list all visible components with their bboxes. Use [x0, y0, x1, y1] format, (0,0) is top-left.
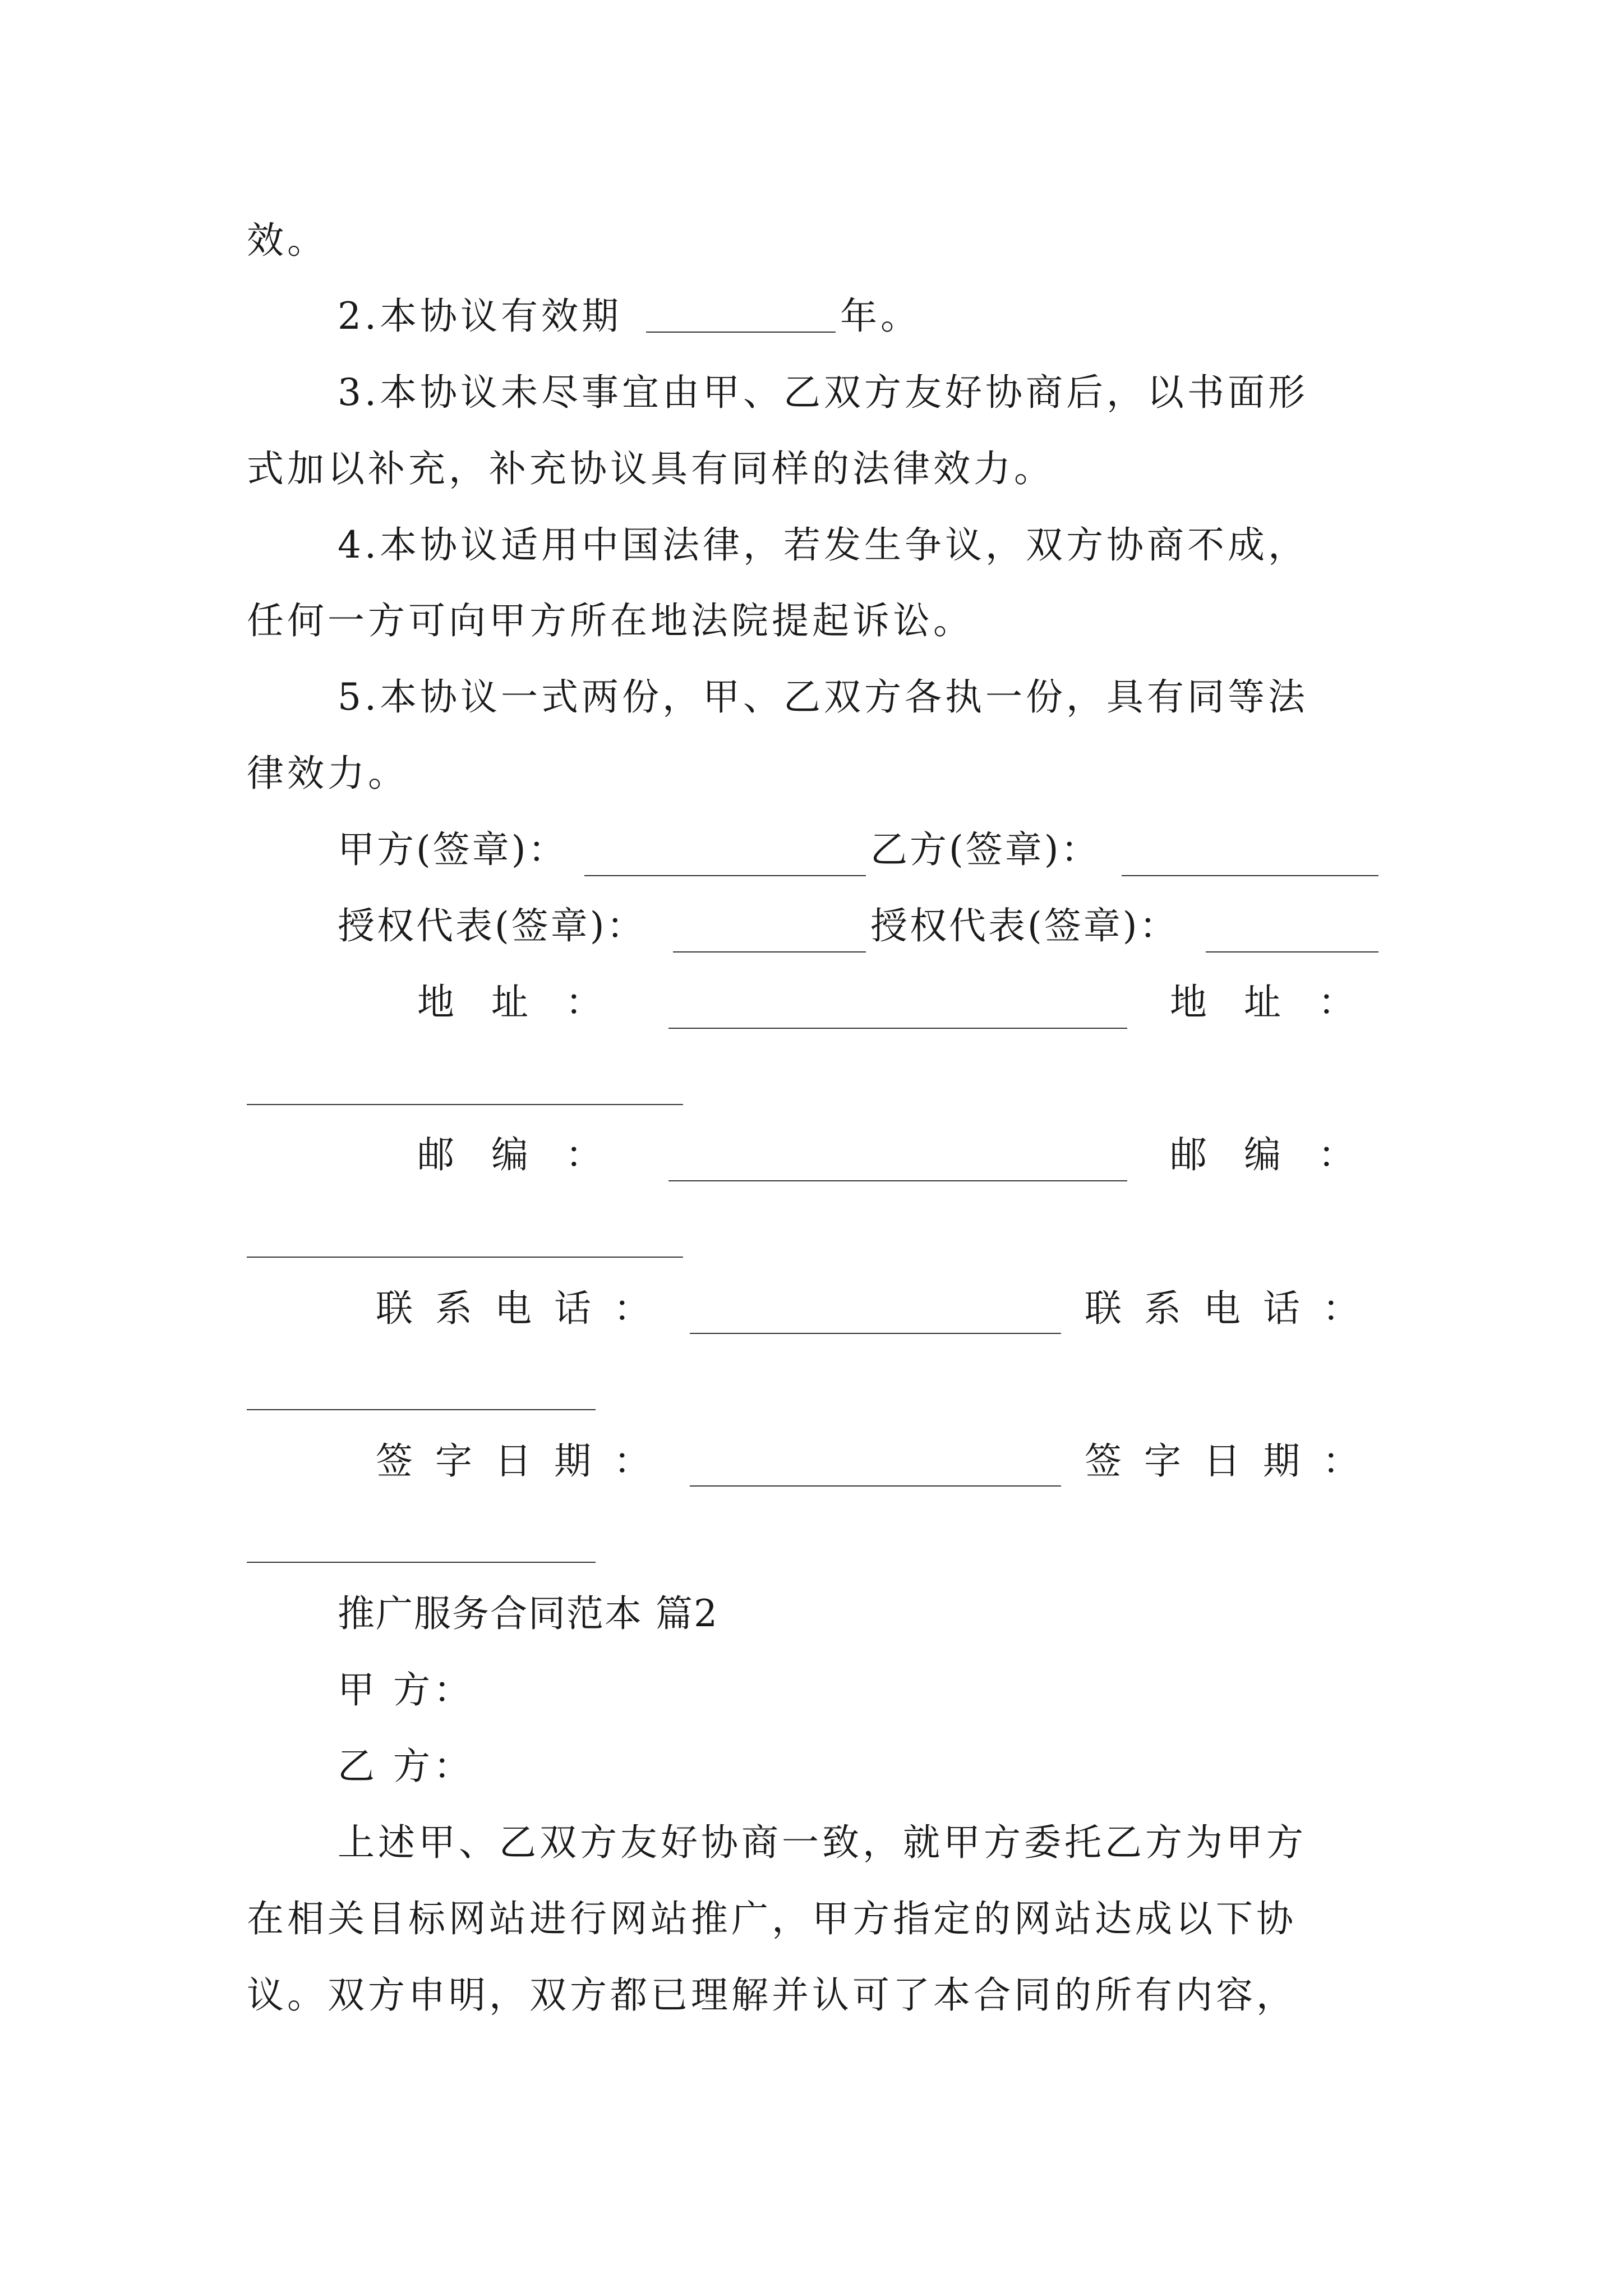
auth-rep-a-label: 授权代表(签章)：	[338, 904, 646, 947]
party-b-sign-label: 乙方(签章)：	[870, 828, 1100, 871]
postcode-a-blank	[668, 1180, 1127, 1181]
party-a-sign-blank	[584, 875, 866, 876]
address-a-blank	[668, 1028, 1127, 1029]
address-b-blank	[247, 1104, 683, 1105]
paragraph-line: 5.本协议一式两份，甲、乙双方各执一份，具有同等法	[338, 675, 1308, 719]
paragraph-line: 议。双方申明，双方都已理解并认可了本合同的所有内容，	[247, 1973, 1297, 2017]
postcode-b-blank	[247, 1257, 683, 1258]
auth-rep-b-blank	[1206, 951, 1378, 953]
paragraph-line: 在相关目标网站进行网站推广，甲方指定的网站达成以下协	[247, 1897, 1297, 1940]
phone-a-blank	[690, 1333, 1061, 1334]
paragraph-line: 上述甲、乙双方友好协商一致，就甲方委托乙方为甲方	[338, 1821, 1307, 1864]
auth-rep-a-blank	[673, 951, 866, 953]
party-b-sign-blank	[1122, 875, 1378, 876]
date-b-label: 签字日期：	[1085, 1439, 1382, 1483]
paragraph-line: 式加以补充，补充协议具有同样的法律效力。	[247, 447, 1054, 490]
address-b-label: 地址：	[1170, 981, 1392, 1024]
postcode-a-label: 邮编：	[417, 1133, 639, 1176]
phone-a-label: 联系电话：	[376, 1287, 673, 1330]
auth-rep-b-label: 授权代表(签章)：	[870, 904, 1179, 947]
section-title: 推广服务合同范本 篇2	[338, 1592, 718, 1635]
paragraph-line: 效。	[247, 219, 328, 262]
date-a-blank	[690, 1485, 1061, 1487]
date-b-blank	[247, 1562, 596, 1563]
date-a-label: 签字日期：	[376, 1439, 673, 1483]
party-a-sign-label: 甲方(签章)：	[338, 828, 568, 871]
party-a-line: 甲 方：	[338, 1668, 474, 1711]
phone-b-label: 联系电话：	[1085, 1287, 1382, 1330]
validity-term-label: 2.本协议有效期	[338, 295, 622, 338]
paragraph-line: 3.本协议未尽事宜由甲、乙双方友好协商后，以书面形	[338, 371, 1308, 414]
address-a-label: 地址：	[417, 981, 639, 1024]
paragraph-line: 4.本协议适用中国法律，若发生争议，双方协商不成，	[338, 523, 1308, 567]
party-b-line: 乙 方：	[338, 1745, 474, 1788]
phone-b-blank	[247, 1409, 596, 1410]
postcode-b-label: 邮编：	[1170, 1133, 1392, 1176]
validity-term-blank	[646, 332, 836, 333]
paragraph-line: 律效力。	[247, 752, 408, 795]
validity-term-unit: 年。	[840, 295, 921, 338]
paragraph-line: 任何一方可向甲方所在地法院提起诉讼。	[247, 599, 974, 642]
